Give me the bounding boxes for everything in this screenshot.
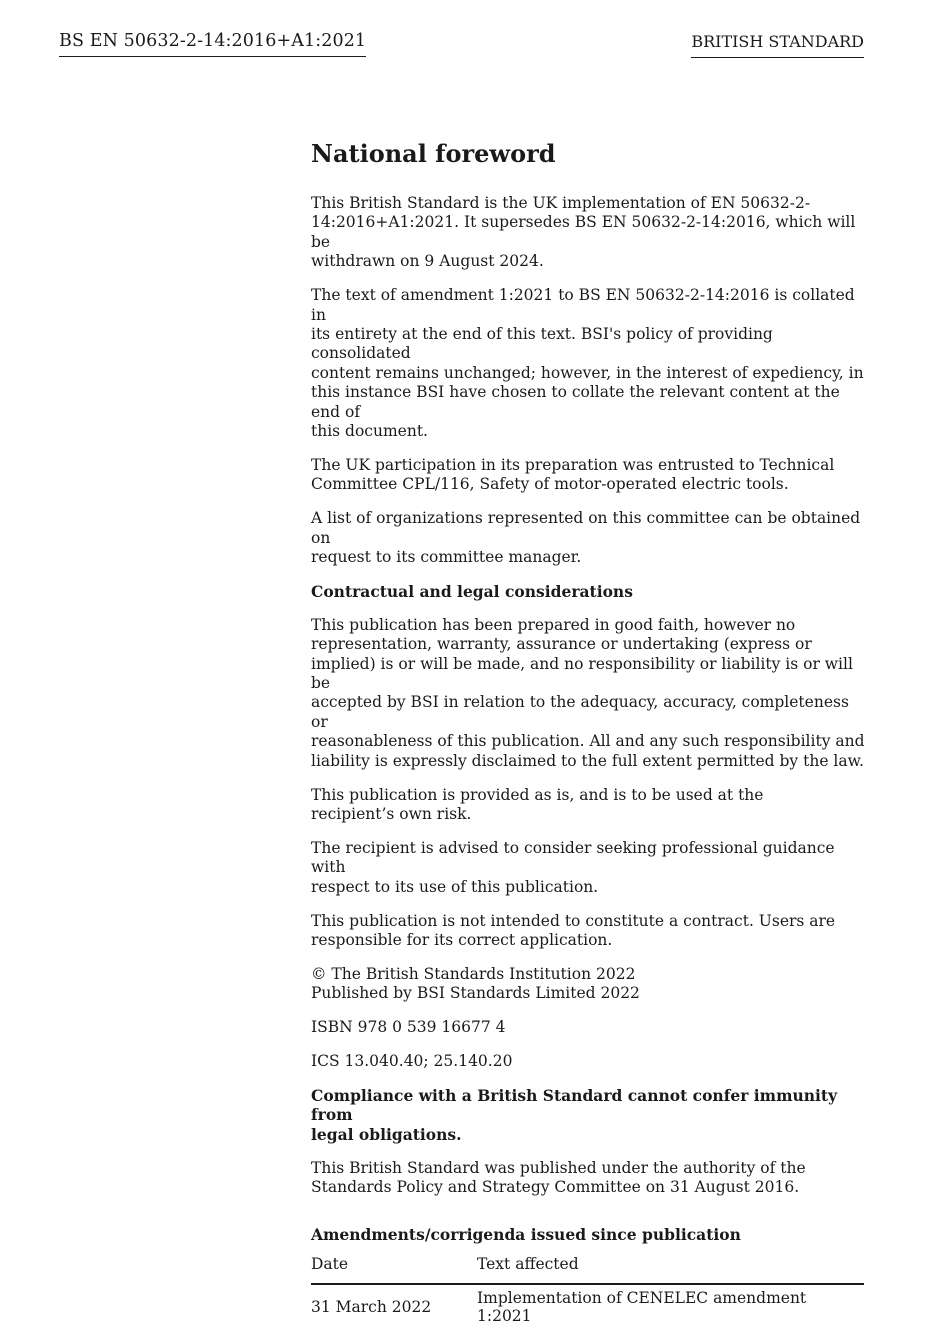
paragraph-as-is: This publication is provided as is, and is to be used at the recipient’s own risk. <box>311 785 764 823</box>
header-british-standard: BRITISH STANDARD <box>691 32 864 58</box>
compliance-statement: Compliance with a British Standard cannot confer immunity from legal obligations. <box>311 1086 838 1144</box>
paragraph-organizations-list: A list of organizations represented on this committee can be obtained on request to its committee manager. <box>311 509 861 566</box>
paragraph-not-contract: This publication is not intended to constitute a contract. Users are responsible for its correct application. <box>311 911 836 949</box>
paragraph-implementation: This British Standard is the UK implementation of EN 50632-2- 14:2016+A1:2021. It supersedes BS EN 50632-2-14:2016, which will be withdrawn on 9 August 2024. <box>311 194 856 271</box>
paragraph-good-faith: This publication has been prepared in good faith, however no representation, warranty, assurance or undertaking (express or implied) is or will be made, and no responsibility or liability is or will be accepted by BSI in relation to the adequacy, accuracy, completeness or reasonableness of this publication. All and any such responsibility and liability is expressly disclaimed to the full extent permitted by the law. <box>311 615 865 770</box>
amendment-date: 31 March 2022 <box>311 1297 432 1316</box>
table-header-row <box>311 1253 864 1284</box>
header-document-number: BS EN 50632-2-14:2016+A1:2021 <box>59 31 366 57</box>
paragraph-authority: This British Standard was published under the authority of the Standards Policy and Strategy Committee on 31 August 2016. <box>311 1158 806 1197</box>
isbn: ISBN 978 0 539 16677 4 <box>311 1018 506 1037</box>
contractual-heading: Contractual and legal considerations <box>311 581 633 601</box>
table-row <box>311 1284 864 1325</box>
paragraph-professional-guidance: The recipient is advised to consider seeking professional guidance with respect to its use of this publication. <box>311 838 835 896</box>
amendment-text-affected: Implementation of CENELEC amendment 1:2021 <box>477 1288 807 1325</box>
amendments-heading: Amendments/corrigenda issued since publication <box>311 1224 741 1244</box>
ics-codes: ICS 13.040.40; 25.140.20 <box>311 1052 513 1071</box>
paragraph-amendment-text: The text of amendment 1:2021 to BS EN 50632-2-14:2016 is collated in its entirety at the end of this text. BSI's policy of providing consolidated content remains unchanged; however, in the interest of expediency, in this instance BSI have chosen to collate the relevant content at the end of this document. <box>311 286 864 440</box>
main-content <box>311 137 867 1325</box>
column-header-text-affected: Text affected <box>477 1253 864 1284</box>
copyright-notice: © The British Standards Institution 2022 Published by BSI Standards Limited 2022 <box>311 964 640 1003</box>
paragraph-uk-participation: The UK participation in its preparation was entrusted to Technical Committee CPL/116, Safety of motor-operated electric tools. <box>311 455 835 494</box>
amendments-table <box>311 1253 864 1325</box>
column-header-date: Date <box>311 1253 477 1284</box>
page-title: National foreword <box>311 139 556 168</box>
